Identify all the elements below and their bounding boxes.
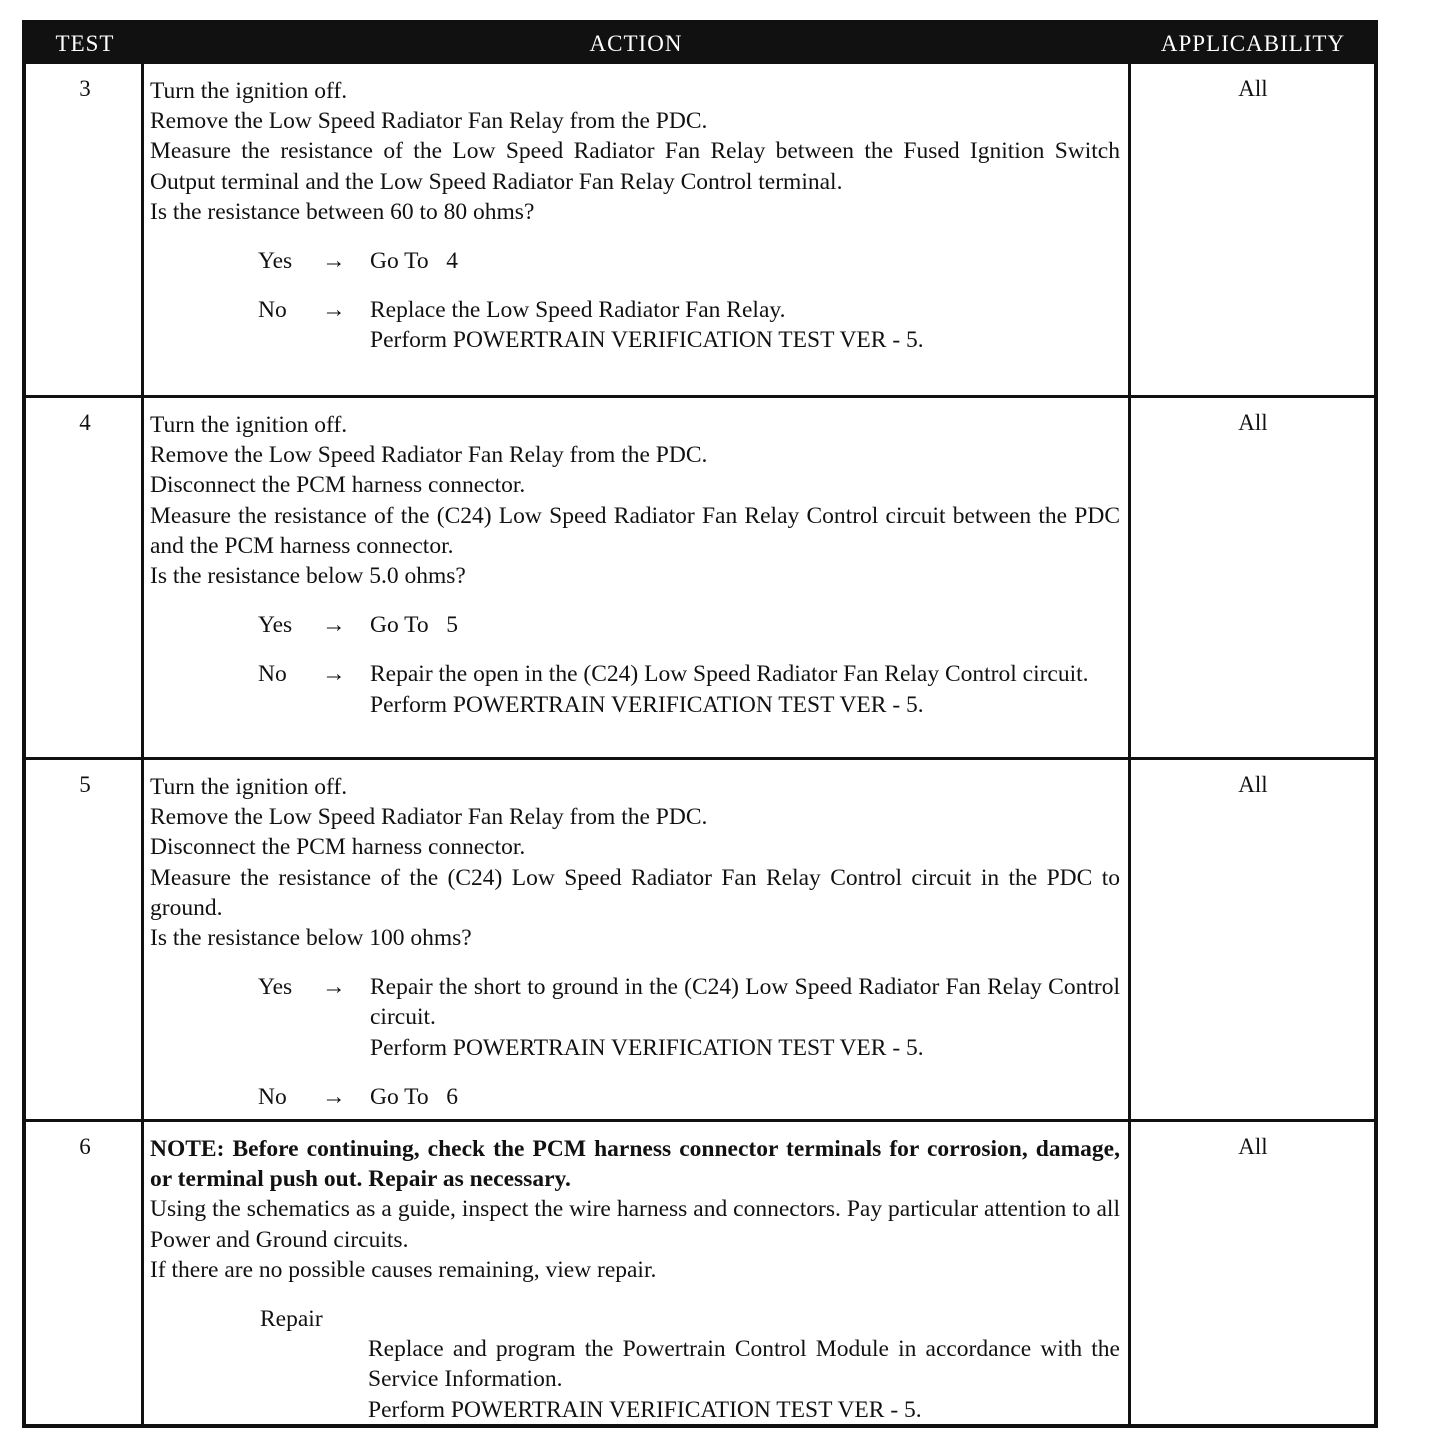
no-outcome: Perform POWERTRAIN VERIFICATION TEST VER - 5. [370, 327, 924, 354]
action-question: Is the resistance between 60 to 80 ohms? [150, 198, 535, 225]
diagnostic-table [22, 20, 1378, 1428]
table-row [26, 395, 1374, 757]
no-branch [150, 1082, 1120, 1112]
yes-branch [150, 246, 1120, 276]
action-step: Disconnect the PCM harness connector. [150, 472, 526, 499]
action-step: Turn the ignition off. [150, 412, 348, 438]
applicability-cell: All [1238, 772, 1268, 797]
arrow-icon: → [322, 612, 346, 639]
yes-outcome: Perform POWERTRAIN VERIFICATION TEST VER - 5. [370, 1034, 924, 1061]
yes-branch [150, 972, 1120, 1063]
note-text: NOTE: Before continuing, check the PCM harness connector terminals for corrosion, damage, or terminal push out. Repair as necessary. [150, 1136, 1120, 1193]
table-row [26, 757, 1374, 1119]
yes-outcome: Go To 5 [370, 612, 459, 639]
action-cell [150, 772, 1120, 1112]
yes-label: Yes [258, 248, 293, 275]
applicability-cell: All [1238, 1134, 1268, 1159]
header-applicability: APPLICABILITY [1160, 31, 1346, 56]
action-cell [150, 410, 1120, 720]
no-outcome: Perform POWERTRAIN VERIFICATION TEST VER - 5. [370, 691, 924, 718]
yes-outcome: Repair the short to ground in the (C24) Low Speed Radiator Fan Relay Control circuit. [370, 974, 1120, 1031]
action-step: Using the schematics as a guide, inspect the wire harness and connectors. Pay particular attention to all Power and Ground circuits. [150, 1196, 1120, 1253]
no-branch [150, 295, 1120, 355]
table-row [26, 64, 1374, 395]
arrow-icon: → [322, 661, 346, 688]
action-question: Is the resistance below 5.0 ohms? [150, 563, 466, 590]
no-outcome: Go To 6 [370, 1083, 459, 1110]
arrow-icon: → [322, 297, 346, 324]
action-step: Turn the ignition off. [150, 78, 348, 104]
applicability-cell: All [1238, 76, 1268, 101]
action-step: Turn the ignition off. [150, 774, 348, 800]
table-row [26, 1119, 1374, 1431]
yes-label: Yes [258, 612, 293, 639]
yes-label: Yes [258, 974, 293, 1001]
no-outcome: Repair the open in the (C24) Low Speed Radiator Fan Relay Control circuit. [370, 661, 1089, 688]
no-label: No [258, 297, 287, 324]
applicability-cell: All [1238, 410, 1268, 435]
no-label: No [258, 1083, 287, 1110]
action-step: Disconnect the PCM harness connector. [150, 834, 526, 861]
repair-branch [150, 1304, 1120, 1425]
no-label: No [258, 661, 287, 688]
arrow-icon: → [322, 1083, 346, 1110]
repair-step: Perform POWERTRAIN VERIFICATION TEST VER - 5. [368, 1396, 922, 1423]
action-step: If there are no possible causes remaining, view repair. [150, 1256, 657, 1283]
yes-branch [150, 610, 1120, 640]
action-question: Is the resistance below 100 ohms? [150, 925, 472, 952]
repair-step: Replace and program the Powertrain Control Module in accordance with the Service Information. [368, 1336, 1120, 1393]
arrow-icon: → [322, 974, 346, 1001]
repair-label: Repair [260, 1306, 323, 1333]
no-outcome: Replace the Low Speed Radiator Fan Relay. [370, 297, 786, 324]
action-cell [150, 76, 1120, 356]
test-number: 6 [79, 1134, 91, 1159]
table-header [26, 24, 1374, 64]
header-action: ACTION [589, 31, 683, 56]
action-step: Remove the Low Speed Radiator Fan Relay from the PDC. [150, 442, 708, 469]
action-step: Measure the resistance of the (C24) Low Speed Radiator Fan Relay Control circuit in the PDC to ground. [150, 864, 1120, 921]
arrow-icon: → [322, 248, 346, 275]
action-step: Measure the resistance of the (C24) Low Speed Radiator Fan Relay Control circuit between the PDC and the PCM harness connector. [150, 502, 1120, 559]
yes-outcome: Go To 4 [370, 248, 459, 275]
header-test: TEST [55, 31, 115, 56]
test-number: 5 [79, 772, 91, 797]
action-step: Remove the Low Speed Radiator Fan Relay from the PDC. [150, 804, 708, 831]
action-cell [150, 1134, 1120, 1425]
test-number: 4 [79, 410, 91, 435]
test-number: 3 [79, 76, 91, 101]
action-step: Measure the resistance of the Low Speed Radiator Fan Relay between the Fused Ignition Switch Output terminal and the Low Speed Radiator Fan Relay Control terminal. [150, 138, 1120, 195]
no-branch [150, 659, 1120, 719]
action-step: Remove the Low Speed Radiator Fan Relay from the PDC. [150, 108, 708, 135]
